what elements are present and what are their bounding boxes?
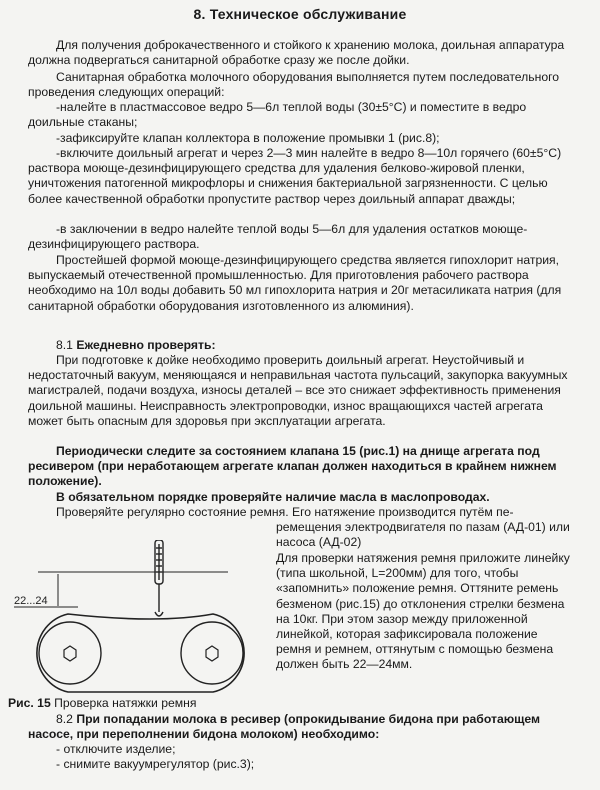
pulley-left [39,622,101,684]
step-2: -зафиксируйте клапан коллектора в положение промывки 1 (рис.8); [56,131,440,145]
paragraph-belt-check-b: ремещения электродвигателя по пазам (АД-01) или насоса (АД-02) [276,520,570,550]
paragraph-daily-check: При подготовке к дойке необходимо проверить доильный агрегат. Неустойчивый и недостаточный вакуум, меняющаяся и неправильная частота пульсаций, закупорка вакуумных магистралей, подачи воздуха, износы деталей – все это снижает эффективность применения доильной машины. Неисправность электропроводки, износ вращающихся частей агрегата может быть опасным для здоровья при эксплуатации агрегата. [28,353,568,428]
step-4: -в заключении в ведро налейте теплой воды 5—6л для удаления остатков моюще-дезинфицирующего раствора. [28,222,528,252]
figure-caption: Рис. 15 Проверка натяжки ремня [8,696,197,710]
dynamometer-icon [155,540,163,616]
paragraph-valve-check: Периодически следите за состоянием клапана 15 (рис.1) на днище агрегата под ресивером (при неработающем агрегате клапан должен находиться в крайнем нижнем положение). [28,444,557,489]
subsection-8-1-heading: 8.1 Ежедневно проверять: [56,338,216,352]
belt-outline [37,614,244,692]
gap-label: 22...24 [14,595,48,607]
section-title: 8. Техническое обслуживание [193,6,407,22]
pulley-right [181,622,243,684]
paragraph-intro: Для получения доброкачественного и стойкого к хранению молока, доильная аппаратура должна подвергаться санитарной обработке сразу же после дойки. [28,38,565,68]
paragraph-belt-tension: Для проверки натяжения ремня приложите линейку (типа школьной, L=200мм) для того, чтобы «запомнить» положение ремня. Оттяните ремень безменом (рис.15) до отклонения стрелки безмена на 10кг. При этом зазор между приложенной линейкой, которая зафиксировала положение ремня и ремнем, оттянутым с помощью безмена должен быть 22—24мм. [276,551,570,672]
step-3: -включите доильный агрегат и через 2—3 мин налейте в ведро 8—10л горячего (60±5°С) раствора моюще-дезинфицирующего средства для удаления белково-жировой пленки, уничтожения патогенной микрофлоры и снижения бактериальной загрязненности. С целью более качественной обработки пропустите раствор через доильный аппарат дважды; [28,146,562,206]
paragraph-hypochlorite: Простейшей формой моюще-дезинфицирующего средства является гипохлорит натрия, выпускаемый отечественной промышленностью. Для приготовления рабочего раствора необходимо на 10л воды добавить 50 мл гипохлорита натрия и 20г метасиликата натрия (для санитарной обработки оборудования изготовленного из алюминия). [28,253,562,313]
subsection-8-2-heading: 8.2 При попадании молока в ресивер (опрокидывание бидона при работающем насосе, при переполнении бидона молоком) необходимо: [28,712,541,742]
paragraph-belt-check-a: Проверяйте регулярно состояние ремня. Его натяжение производится путём пе- [56,505,514,519]
belt-tension-diagram [8,540,248,700]
step-switch-off: - отключите изделие; [56,742,176,756]
paragraph-oil-check: В обязательном порядке проверяйте наличие масла в маслопроводах. [56,490,490,504]
step-1: -налейте в пластмассовое ведро 5—6л теплой воды (30±5°С) и поместите в ведро доильные стаканы; [28,100,527,130]
figure-belt-tension [8,540,248,710]
step-remove-regulator: - снимите вакуумрегулятор (рис.3); [56,757,255,771]
paragraph-sanitary: Санитарная обработка молочного оборудования выполняется путем последовательного проведения следующих операций: [28,70,560,100]
